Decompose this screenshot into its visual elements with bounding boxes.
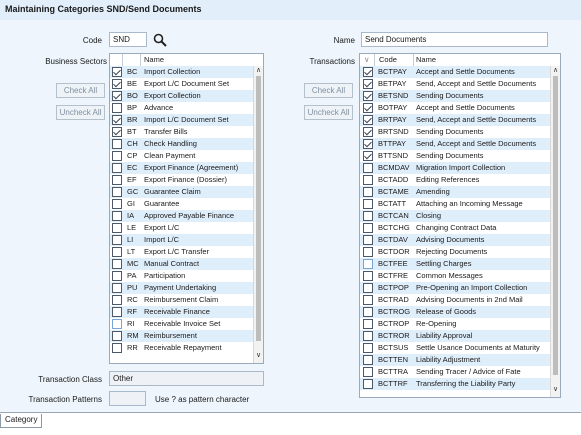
row-name: Import L/C Document Set (144, 115, 229, 124)
row-code: BRTSND (378, 127, 409, 136)
transaction-class-field[interactable]: Other (109, 371, 264, 386)
list-item[interactable] (360, 90, 552, 102)
list-item[interactable] (110, 162, 255, 174)
row-code: PA (127, 271, 137, 280)
row-name: Advance (144, 103, 174, 112)
check-all-sectors-button[interactable]: Check All (56, 83, 105, 98)
list-item[interactable] (360, 258, 552, 270)
list-item[interactable] (110, 330, 255, 342)
list-item[interactable] (360, 318, 552, 330)
row-checkbox[interactable] (112, 271, 122, 281)
row-code: BCTDOR (378, 247, 410, 256)
row-code: BCTPAY (378, 67, 407, 76)
row-name: Reimbursement (144, 331, 197, 340)
column-separator (122, 54, 123, 66)
row-name: Receivable Repayment (144, 343, 222, 352)
row-code: BTTSND (378, 151, 408, 160)
row-name: Manual Contract (144, 259, 200, 268)
row-code: BCTDAV (378, 235, 408, 244)
row-name: Sending Documents (416, 151, 484, 160)
row-code: BCTATT (378, 199, 407, 208)
vertical-scrollbar[interactable] (253, 66, 263, 363)
business-sectors-label: Business Sectors (45, 57, 107, 66)
row-code: BCTROP (378, 319, 410, 328)
transactions-list[interactable] (359, 53, 561, 398)
row-checkbox[interactable] (363, 271, 373, 281)
row-code: PU (127, 283, 138, 292)
row-code: BCTFEE (378, 259, 408, 268)
row-name: Changing Contract Data (416, 223, 497, 232)
row-name: Pre-Opening an Import Collection (416, 283, 528, 292)
row-code: LE (127, 223, 137, 232)
row-name: Common Messages (416, 271, 483, 280)
row-code: BP (127, 103, 138, 112)
row-checkbox[interactable] (363, 187, 373, 197)
row-checkbox[interactable] (363, 199, 373, 209)
column-separator (413, 54, 414, 66)
row-checkbox[interactable] (112, 259, 122, 269)
row-name: Accept and Settle Documents (416, 103, 515, 112)
uncheck-all-sectors-button[interactable]: Uncheck All (56, 105, 105, 120)
list-item[interactable] (110, 78, 255, 90)
list-item[interactable] (110, 282, 255, 294)
row-checkbox[interactable] (112, 127, 122, 137)
search-icon[interactable] (153, 33, 167, 47)
row-name: Reimbursement Claim (144, 295, 219, 304)
list-item[interactable] (110, 102, 255, 114)
list-item[interactable] (110, 150, 255, 162)
row-checkbox[interactable] (363, 319, 373, 329)
row-name: Editing References (416, 175, 480, 184)
sort-chevron-icon[interactable]: ∨ (364, 55, 370, 64)
list-item[interactable] (110, 174, 255, 186)
row-name: Rejecting Documents (416, 247, 488, 256)
row-checkbox[interactable] (363, 163, 373, 173)
row-checkbox[interactable] (112, 67, 122, 77)
list-item[interactable] (110, 246, 255, 258)
bottom-tab-bar (0, 412, 581, 435)
row-checkbox[interactable] (112, 319, 122, 329)
row-name: Re-Opening (416, 319, 457, 328)
list-item[interactable] (360, 126, 552, 138)
row-code: BCTCAN (378, 211, 409, 220)
row-name: Export L/C (144, 223, 180, 232)
row-name: Sending Tracer / Advice of Fate (416, 367, 521, 376)
list-item[interactable] (360, 210, 552, 222)
row-code: BCTRAD (378, 295, 409, 304)
row-checkbox[interactable] (112, 175, 122, 185)
row-name: Settle Usance Documents at Maturity (416, 343, 540, 352)
list-item[interactable] (360, 102, 552, 114)
row-checkbox[interactable] (112, 331, 122, 341)
row-name: Import L/C (144, 235, 180, 244)
row-name: Settling Charges (416, 259, 472, 268)
row-code: RR (127, 343, 138, 352)
row-name: Check Handling (144, 139, 197, 148)
row-name: Guarantee (144, 199, 180, 208)
row-code: BO (127, 91, 138, 100)
window-title: Maintaining Categories SND/Send Documents (0, 0, 581, 20)
column-separator (140, 54, 141, 66)
row-code: BCMDAV (378, 163, 410, 172)
row-name: Liability Approval (416, 331, 473, 340)
business-sectors-list[interactable] (109, 53, 264, 364)
row-code: BCTPOP (378, 283, 409, 292)
list-item[interactable] (110, 114, 255, 126)
row-name: Import Collection (144, 67, 201, 76)
transactions-label: Transactions (309, 57, 355, 66)
row-checkbox[interactable] (363, 307, 373, 317)
row-code: BR (127, 115, 138, 124)
row-name: Liability Adjustment (416, 355, 481, 364)
row-code: CP (127, 151, 138, 160)
list-item[interactable] (110, 258, 255, 270)
scroll-up-arrow-icon[interactable]: ∧ (552, 67, 559, 74)
row-code: RM (127, 331, 139, 340)
row-checkbox[interactable] (363, 283, 373, 293)
row-code: BC (127, 67, 138, 76)
list-item[interactable] (360, 378, 552, 390)
row-code: BCTTRA (378, 367, 408, 376)
row-name: Attaching an Incoming Message (416, 199, 523, 208)
pattern-hint-text: Use ? as pattern character (155, 395, 250, 404)
row-name: Advising Documents (416, 235, 485, 244)
list-item[interactable] (110, 318, 255, 330)
row-checkbox[interactable] (112, 343, 122, 353)
list-item[interactable] (360, 198, 552, 210)
row-name: Send, Accept and Settle Documents (416, 115, 537, 124)
row-code: RF (127, 307, 137, 316)
row-code: IA (127, 211, 135, 220)
row-checkbox[interactable] (363, 211, 373, 221)
row-code: EC (127, 163, 138, 172)
row-checkbox[interactable] (112, 283, 122, 293)
scroll-down-arrow-icon[interactable]: ∨ (255, 352, 262, 359)
row-checkbox[interactable] (112, 211, 122, 221)
list-item[interactable] (110, 66, 255, 78)
row-code: BCTFRE (378, 271, 408, 280)
row-name: Approved Payable Finance (144, 211, 235, 220)
transaction-patterns-label: Transaction Patterns (28, 395, 102, 404)
tab-category[interactable]: Category (0, 414, 42, 428)
row-checkbox[interactable] (363, 67, 373, 77)
list-item[interactable] (360, 114, 552, 126)
transaction-patterns-field[interactable] (109, 391, 146, 406)
row-code: BCTAME (378, 187, 409, 196)
name-label: Name (333, 36, 355, 45)
row-checkbox[interactable] (112, 247, 122, 257)
list-item[interactable] (360, 294, 552, 306)
transaction-class-label: Transaction Class (38, 375, 102, 384)
row-checkbox[interactable] (363, 223, 373, 233)
row-name: Send, Accept and Settle Documents (416, 139, 537, 148)
list-item[interactable] (110, 270, 255, 282)
row-checkbox[interactable] (112, 103, 122, 113)
list-item[interactable] (360, 162, 552, 174)
row-name: Release of Goods (416, 307, 477, 316)
row-checkbox[interactable] (112, 295, 122, 305)
list-item[interactable] (110, 294, 255, 306)
list-item[interactable] (110, 90, 255, 102)
scrollbar-thumb[interactable] (553, 76, 558, 375)
row-name: Amending (416, 187, 450, 196)
scrollbar-thumb[interactable] (256, 76, 261, 341)
row-checkbox[interactable] (112, 223, 122, 233)
row-checkbox[interactable] (363, 103, 373, 113)
list-item[interactable] (360, 66, 552, 78)
row-name: Participation (144, 271, 186, 280)
row-checkbox[interactable] (112, 235, 122, 245)
row-name: Receivable Finance (144, 307, 210, 316)
row-name: Transfer Bills (144, 127, 188, 136)
row-checkbox[interactable] (112, 307, 122, 317)
list-item[interactable] (110, 222, 255, 234)
list-item[interactable] (360, 222, 552, 234)
row-code: BTTPAY (378, 139, 407, 148)
code-label: Code (82, 36, 102, 45)
row-checkbox[interactable] (363, 343, 373, 353)
row-checkbox[interactable] (363, 127, 373, 137)
row-code: BCTSUS (378, 343, 409, 352)
row-code: BCTTRF (378, 379, 408, 388)
row-checkbox[interactable] (112, 91, 122, 101)
row-code: LI (127, 235, 134, 244)
row-name: Send, Accept and Settle Documents (416, 79, 537, 88)
list-item[interactable] (360, 78, 552, 90)
row-code: GI (127, 199, 135, 208)
row-code: BT (127, 127, 137, 136)
row-checkbox[interactable] (363, 151, 373, 161)
list-item[interactable] (110, 210, 255, 222)
row-name: Export Finance (Agreement) (144, 163, 239, 172)
list-item[interactable] (110, 198, 255, 210)
check-all-transactions-button[interactable]: Check All (304, 83, 353, 98)
row-name: Sending Documents (416, 127, 484, 136)
list-item[interactable] (110, 138, 255, 150)
row-checkbox[interactable] (112, 163, 122, 173)
row-checkbox[interactable] (363, 295, 373, 305)
row-code: RC (127, 295, 138, 304)
row-name: Clean Payment (144, 151, 196, 160)
row-checkbox[interactable] (363, 367, 373, 377)
list-item[interactable] (360, 306, 552, 318)
row-code: CH (127, 139, 138, 148)
row-code: GC (127, 187, 139, 196)
row-code: MC (127, 259, 139, 268)
row-checkbox[interactable] (363, 331, 373, 341)
row-code: LT (127, 247, 136, 256)
list-item[interactable] (360, 150, 552, 162)
row-checkbox[interactable] (363, 379, 373, 389)
row-checkbox[interactable] (363, 91, 373, 101)
row-name: Export L/C Transfer (144, 247, 210, 256)
row-name: Export L/C Document Set (144, 79, 230, 88)
row-code: BCTROG (378, 307, 411, 316)
row-checkbox[interactable] (112, 139, 122, 149)
row-code: RI (127, 319, 135, 328)
code-field[interactable]: SND (109, 32, 147, 47)
list-item[interactable] (110, 306, 255, 318)
list-item[interactable] (110, 342, 255, 354)
row-checkbox[interactable] (363, 259, 373, 269)
row-code: BOTPAY (378, 103, 408, 112)
row-checkbox[interactable] (363, 247, 373, 257)
row-name: Sending Documents (416, 91, 484, 100)
row-checkbox[interactable] (363, 235, 373, 245)
row-code: BETSND (378, 91, 409, 100)
row-name: Export Finance (Dossier) (144, 175, 227, 184)
row-name: Payment Undertaking (144, 283, 217, 292)
row-checkbox[interactable] (363, 355, 373, 365)
row-checkbox[interactable] (112, 199, 122, 209)
list-item[interactable] (110, 126, 255, 138)
list-item[interactable] (360, 138, 552, 150)
row-checkbox[interactable] (112, 151, 122, 161)
name-field[interactable]: Send Documents (361, 32, 548, 47)
row-code: BCTTEN (378, 355, 408, 364)
list-header (110, 54, 255, 66)
row-name: Guarantee Claim (144, 187, 201, 196)
row-name: Advising Documents in 2nd Mail (416, 295, 523, 304)
list-item[interactable] (360, 354, 552, 366)
column-header-name[interactable]: Name (416, 55, 437, 64)
list-item[interactable] (360, 330, 552, 342)
row-name: Accept and Settle Documents (416, 67, 515, 76)
row-code: EF (127, 175, 137, 184)
row-code: BCTCHG (378, 223, 410, 232)
list-item[interactable] (110, 186, 255, 198)
row-name: Receivable Invoice Set (144, 319, 221, 328)
list-item[interactable] (360, 282, 552, 294)
scroll-down-arrow-icon[interactable]: ∨ (552, 386, 559, 393)
scroll-up-arrow-icon[interactable]: ∧ (255, 67, 262, 74)
list-item[interactable] (360, 366, 552, 378)
list-item[interactable] (360, 246, 552, 258)
row-checkbox[interactable] (363, 139, 373, 149)
row-name: Migration Import Collection (416, 163, 506, 172)
column-header-name[interactable]: Name (144, 55, 165, 64)
vertical-scrollbar[interactable] (550, 66, 560, 397)
list-item[interactable] (360, 174, 552, 186)
row-code: BCTADD (378, 175, 409, 184)
row-checkbox[interactable] (112, 115, 122, 125)
uncheck-all-transactions-button[interactable]: Uncheck All (304, 105, 353, 120)
column-separator (374, 54, 375, 66)
row-checkbox[interactable] (363, 115, 373, 125)
row-code: BRTPAY (378, 115, 407, 124)
list-item[interactable] (360, 270, 552, 282)
row-checkbox[interactable] (112, 187, 122, 197)
row-name: Export Collection (144, 91, 201, 100)
list-item[interactable] (360, 234, 552, 246)
row-checkbox[interactable] (112, 79, 122, 89)
list-item[interactable] (110, 234, 255, 246)
row-code: BETPAY (378, 79, 407, 88)
row-checkbox[interactable] (363, 175, 373, 185)
row-name: Closing (416, 211, 442, 220)
row-name: Transferring the Liability Party (416, 379, 516, 388)
row-code: BE (127, 79, 138, 88)
list-header (360, 54, 552, 66)
list-item[interactable] (360, 342, 552, 354)
list-item[interactable] (360, 186, 552, 198)
row-checkbox[interactable] (363, 79, 373, 89)
column-header-code[interactable]: Code (379, 55, 397, 64)
row-code: BCTROR (378, 331, 410, 340)
